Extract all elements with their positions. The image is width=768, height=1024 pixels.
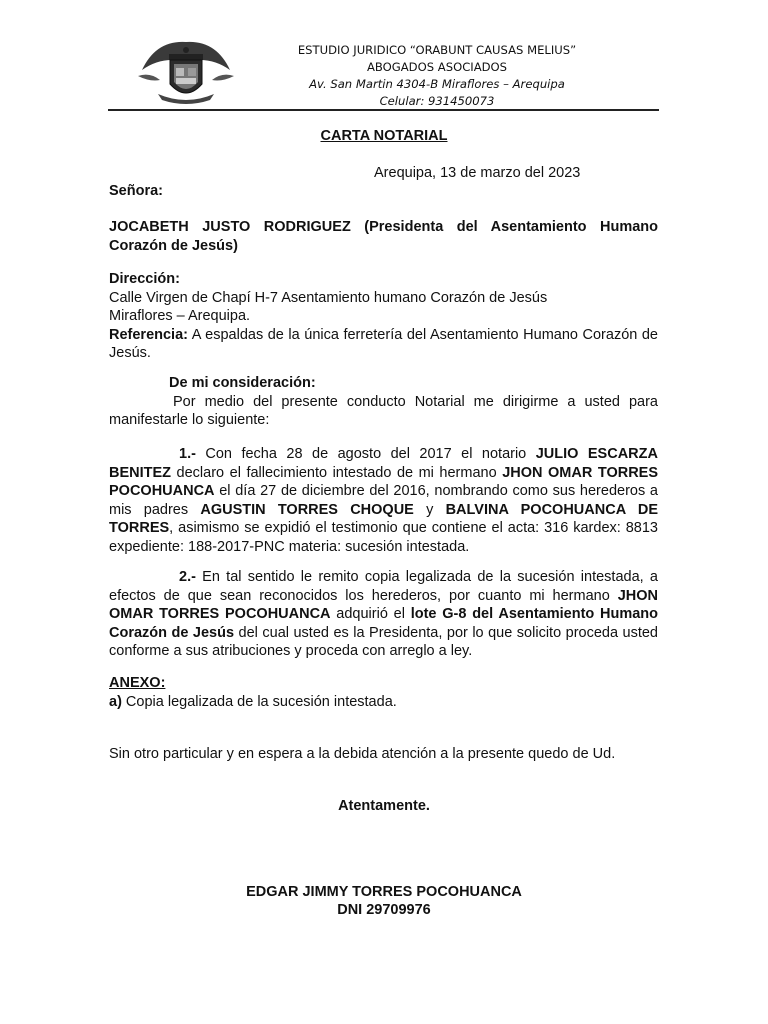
firm-address: Av. San Martin 4304-B Miraflores – Arequipa (309, 77, 565, 91)
salutation: Señora: (109, 183, 163, 199)
firm-name: ESTUDIO JURIDICO “ORABUNT CAUSAS MELIUS” (297, 43, 577, 57)
reference: Referencia: A espaldas de la única ferretería del Asentamiento Humano Corazón de Jesús. (109, 326, 658, 361)
intro-paragraph: Por medio del presente conducto Notarial me dirigirme a usted para manifestarle lo siguiente: (109, 393, 658, 428)
regards: Atentamente. (338, 798, 430, 814)
address-label: Dirección: (109, 271, 180, 287)
header-divider (108, 109, 659, 111)
signer-dni: DNI 29709976 (337, 902, 431, 918)
annex-item: a) Copia legalizada de la sucesión intestada. (109, 693, 397, 710)
annex-section (109, 674, 658, 711)
paragraph-2: 2.- En tal sentido le remito copia legalizada de la sucesión intestada, a efectos de que sean reconocidos los herederos, por cuanto mi hermano JHON OMAR TORRES POCOHUANCA adquirió el lote G-8 del Asentamiento Humano Corazón de Jesús del cual usted es la Presidenta, por lo que solicito proceda usted conforme a sus atribuciones y proceda con arreglo a ley. (109, 569, 659, 659)
firm-phone: Celular: 931450073 (379, 94, 495, 108)
closing-line: Sin otro particular y en espera a la debida atención a la presente quedo de Ud. (109, 746, 616, 762)
address-line-1: Calle Virgen de Chapí H-7 Asentamiento humano Corazón de Jesús (109, 289, 548, 306)
greeting-section (109, 374, 658, 430)
firm-info (216, 42, 658, 110)
recipient: JOCABETH JUSTO RODRIGUEZ (Presidenta del Asentamiento Humano Corazón de Jesús) (109, 219, 658, 254)
address-line-2: Miraflores – Arequipa. (109, 308, 251, 324)
address-section (109, 270, 658, 363)
document-title: CARTA NOTARIAL (320, 128, 448, 144)
signer-name: EDGAR JIMMY TORRES POCOHUANCA (246, 884, 522, 900)
firm-subtitle: ABOGADOS ASOCIADOS (366, 60, 508, 74)
paragraph-1: 1.- Con fecha 28 de agosto del 2017 el notario JULIO ESCARZA BENITEZ declaro el fallecimiento intestado de mi hermano JHON OMAR TORRES POCOHUANCA el día 27 de diciembre del 2016, nombrando como sus herederos a mis padres AGUSTIN TORRES CHOQUE y BALVINA POCOHUANCA DE TORRES, asimismo se expidió el testimonio que contiene el acta: 316 kardex: 8813 expediente: 188-2017-PNC materia: sucesión intestada. (109, 446, 659, 555)
letterhead (108, 28, 658, 110)
letter-date: Arequipa, 13 de marzo del 2023 (374, 165, 581, 181)
annex-label: ANEXO: (109, 675, 166, 691)
greeting: De mi consideración: (169, 375, 316, 391)
